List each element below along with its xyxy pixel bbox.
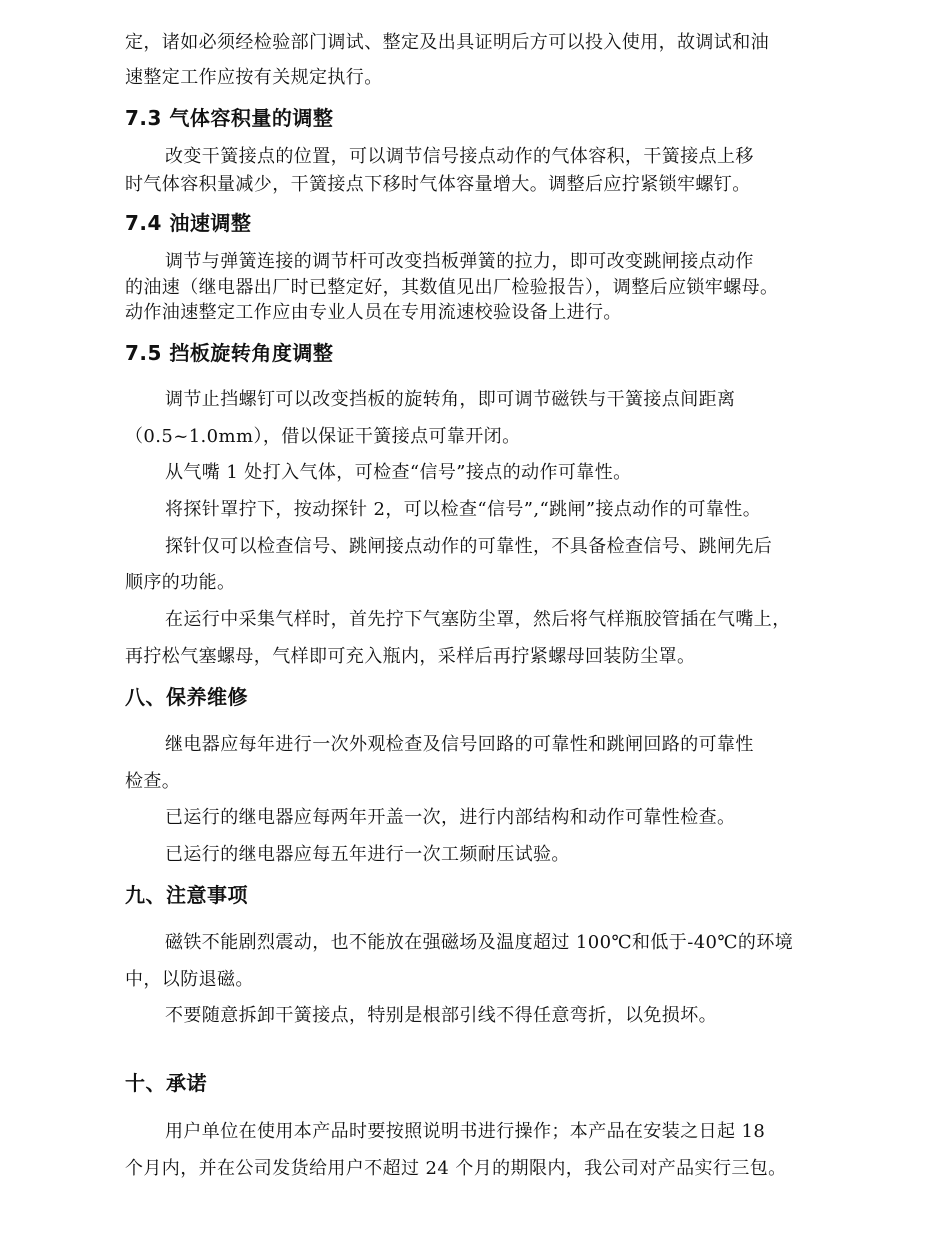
section-7-5-line-5: 探针仅可以检查信号、跳闸接点动作的可靠性，不具备检查信号、跳闸先后 xyxy=(165,536,773,557)
section-9-heading: 九、注意事项 xyxy=(125,883,248,907)
section-9-line-3: 不要随意拆卸干簧接点，特别是根部引线不得任意弯折，以免损坏。 xyxy=(165,1005,717,1026)
section-7-3-line-1: 改变干簧接点的位置，可以调节信号接点动作的气体容积，干簧接点上移 xyxy=(165,146,754,167)
section-7-5-line-1: 调节止挡螺钉可以改变挡板的旋转角，即可调节磁铁与干簧接点间距离 xyxy=(165,389,736,410)
section-7-4-line-3: 动作油速整定工作应由专业人员在专用流速校验设备上进行。 xyxy=(125,302,622,323)
section-7-5-line-7: 在运行中采集气样时，首先拧下气塞防尘罩，然后将气样瓶胶管插在气嘴上， xyxy=(165,609,791,630)
section-9-line-2: 中，以防退磁。 xyxy=(125,969,254,990)
section-8-heading: 八、保养维修 xyxy=(125,685,248,709)
section-7-3-heading: 7.3 气体容积量的调整 xyxy=(125,106,334,130)
intro-line-2: 速整定工作应按有关规定执行。 xyxy=(125,67,383,88)
section-7-5-line-6: 顺序的功能。 xyxy=(125,572,236,593)
section-8-line-3: 已运行的继电器应每两年开盖一次，进行内部结构和动作可靠性检查。 xyxy=(165,807,736,828)
section-7-5-heading: 7.5 挡板旋转角度调整 xyxy=(125,341,334,365)
section-8-line-4: 已运行的继电器应每五年进行一次工频耐压试验。 xyxy=(165,844,570,865)
section-8-line-1: 继电器应每年进行一次外观检查及信号回路的可靠性和跳闸回路的可靠性 xyxy=(165,734,754,755)
section-7-5-line-3: 从气嘴 1 处打入气体，可检查“信号”接点的动作可靠性。 xyxy=(165,462,632,483)
section-8-line-2: 检查。 xyxy=(125,771,181,792)
section-7-5-line-2: （0.5~1.0mm），借以保证干簧接点可靠开闭。 xyxy=(125,426,521,447)
section-9-line-1: 磁铁不能剧烈震动，也不能放在强磁场及温度超过 100℃和低于-40℃的环境 xyxy=(165,932,794,953)
intro-line-1: 定，诸如必须经检验部门调试、整定及出具证明后方可以投入使用，故调试和油 xyxy=(125,32,769,53)
section-7-4-line-2: 的油速（继电器出厂时已整定好，其数值见出厂检验报告），调整后应锁牢螺母。 xyxy=(125,277,779,298)
section-10-heading: 十、承诺 xyxy=(125,1071,207,1095)
section-7-5-line-4: 将探针罩拧下，按动探针 2，可以检查“信号”,“跳闸”接点动作的可靠性。 xyxy=(165,499,762,520)
section-10-line-2: 个月内，并在公司发货给用户不超过 24 个月的期限内，我公司对产品实行三包。 xyxy=(125,1158,787,1179)
section-7-3-line-2: 时气体容积量减少，干簧接点下移时气体容量增大。调整后应拧紧锁牢螺钉。 xyxy=(125,174,751,195)
section-7-4-line-1: 调节与弹簧连接的调节杆可改变挡板弹簧的拉力，即可改变跳闸接点动作 xyxy=(165,251,754,272)
section-7-4-heading: 7.4 油速调整 xyxy=(125,211,252,235)
section-10-line-1: 用户单位在使用本产品时要按照说明书进行操作；本产品在安装之日起 18 xyxy=(165,1121,766,1142)
section-7-5-line-8: 再拧松气塞螺母，气样即可充入瓶内，采样后再拧紧螺母回装防尘罩。 xyxy=(125,646,696,667)
